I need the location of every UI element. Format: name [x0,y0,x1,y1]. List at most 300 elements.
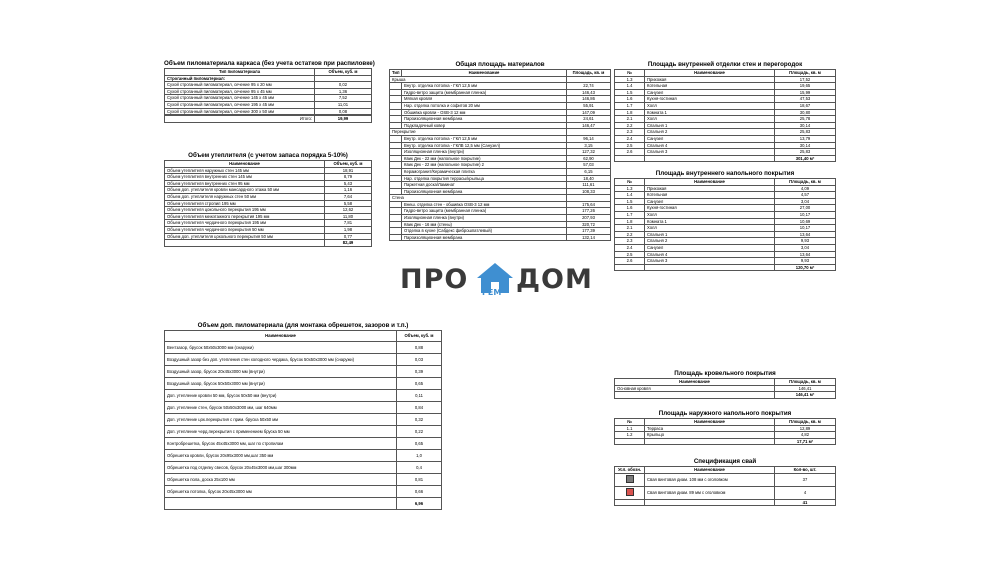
group-row [390,76,611,83]
table-cell: Спальня 2 [645,238,775,245]
outdoor-floor-title: Площадь наружного напольного покрытия [658,410,792,417]
extra-lumber-rows [165,342,442,510]
table-row [390,142,611,149]
table-cell: Отделка в кухне (Сабдекс фиброшпатлевый) [402,228,567,235]
area-title: Общая площадь материалов [455,61,545,68]
table-cell: 7,52 [315,95,372,102]
table-cell: 146,41 [775,385,836,392]
table-cell: Сухой строганный пиломатериал, сечение 300 х 50 мм [165,108,315,115]
table-cell: 37 [775,473,836,486]
empty-cell [390,228,402,235]
table-cell: 62,90 [567,155,611,162]
table-cell: 12,62 [325,207,372,214]
roof-rows [615,385,836,398]
table-row [615,89,836,96]
table-cell: Нар. отделка потолка и софитов 20 мм [402,102,567,109]
table-row [165,174,372,181]
table-row [390,228,611,235]
table-cell: Объем доп. утеплителя цокольного перекрытия 50 мм [165,233,325,240]
table-cell: 10,69 [775,218,836,225]
col-header: Наименование [645,179,775,186]
table-cell: 25,83 [775,149,836,156]
table-cell: Изоляционная пленка (внутри) [402,149,567,156]
table-cell: 0,03 [397,354,442,366]
total-row [165,116,372,123]
empty-cell [390,201,402,208]
extra-lumber-title: Объем доп. пиломатериала (для монтажа обрешеток, зазоров и т.п.) [197,322,409,329]
table-cell: Воздушный зазор без доп. утепления стен холодного чердака, брусок 50х50х3000 мм (снаружи) [165,354,397,366]
table-cell: Внутр. отделка потолка - ГКЛ 12,5 мм [402,83,567,90]
table-cell: 4,82 [775,432,836,439]
table-cell: Холл [645,211,775,218]
table-cell: Вентзазор, брусок 50х50х3000 мм (снаружи) [165,342,397,354]
table-cell: Гидро-ветро защита (мембранная пленка) [402,89,567,96]
table-row [615,251,836,258]
group-row [390,129,611,136]
total-row [165,498,442,510]
table-cell: Спальня 3 [645,149,775,156]
table-cell: Внутр. отделка потолка - ГКЛ 12,5 мм [402,135,567,142]
table-cell: 320,72 [567,221,611,228]
table-row [615,231,836,238]
table-cell: 13,64 [775,251,836,258]
table-cell: Квик Дек - 22 мм (напольное покрытие) [402,155,567,162]
table-row [615,122,836,129]
table-cell: Объем утеплителя внутренних стен 95 мм [165,180,325,187]
table-row [165,108,372,115]
table-cell: 2.4 [615,244,645,251]
empty-cell [390,102,402,109]
table-row [165,426,442,438]
table-cell: Санузел [645,198,775,205]
table-row [390,201,611,208]
roof-title: Площадь кровельного покрытия [674,370,776,377]
empty-cell [615,264,645,271]
col-header: Наименование [645,419,775,426]
table-cell: Обрешетка под отделку свесов, брусок 20х45х3000 мм,шаг 300мм [165,462,397,474]
col-header: Площадь, кв. м [775,179,836,186]
table-cell: 207,93 [567,215,611,222]
table-row [165,486,442,498]
table-cell: 2.1 [615,116,645,123]
table-cell: Прихожая [645,185,775,192]
total-value: 120,70 м² [775,264,836,271]
col-header: № [615,419,645,426]
table-cell: Холл [645,225,775,232]
empty-cell [390,208,402,215]
table-row [165,378,442,390]
table-row [615,135,836,142]
table-cell: Объем утеплителя внутренних стен 145 мм [165,174,325,181]
total-row [615,499,836,506]
table-row [615,109,836,116]
table-row [615,83,836,90]
table-row [615,116,836,123]
table-cell: 2.3 [615,238,645,245]
piles-rows [615,473,836,506]
table-cell: Нар. отделка покрытия террасы/крыльца [402,175,567,182]
col-header: Объем, куб. м [315,69,372,76]
table-cell: 1.5 [615,89,645,96]
empty-cell [390,96,402,103]
table-cell: 22,74 [567,83,611,90]
table-cell: 17,52 [775,76,836,83]
table-cell: 2.6 [615,258,645,265]
table-cell: Объем доп. утеплителя наружных стен 50 мм [165,193,325,200]
table-cell: 3,04 [775,244,836,251]
pile-symbol-cell [615,486,645,499]
table-cell: 0,08 [315,108,372,115]
table-cell: Свая винтовая диам. 108 мм с оголовком [645,473,775,486]
empty-cell [615,438,645,445]
table-cell: Воздушный зазор, брусок 20х45х3000 мм (внутри) [165,366,397,378]
table-cell: 146,86 [567,96,611,103]
table-cell: Сухой строганный пиломатериал, сечение 145 х 45 мм [165,95,315,102]
empty-cell [390,234,402,241]
table-cell: 13,79 [775,135,836,142]
table-row [165,450,442,462]
outdoor-floor-table [614,418,836,445]
table-row [390,215,611,222]
table-cell: 11,01 [315,101,372,108]
table-cell: 11,80 [325,213,372,220]
empty-cell [567,195,611,202]
table-cell: 10,17 [775,225,836,232]
frame-lumber-block [164,60,375,123]
table-cell: 5,43 [325,180,372,187]
table-row [615,225,836,232]
inner-floor-rows [615,185,836,271]
table-cell: 0,32 [397,414,442,426]
col-header: Площадь, кв. м [775,70,836,77]
table-row [165,402,442,414]
table-cell: Котельная [645,83,775,90]
table-row [390,155,611,162]
empty-cell [615,499,645,506]
table-cell: Свая винтовая диам. 89 мм с оголовком [645,486,775,499]
empty-cell [315,75,372,82]
table-row [615,385,836,392]
table-cell: 7,64 [325,193,372,200]
table-row [615,211,836,218]
table-cell: 18,91 [325,167,372,174]
empty-cell [390,83,402,90]
col-header: Тип [390,70,402,77]
table-row [615,486,836,499]
table-row [390,149,611,156]
table-cell: 2.4 [615,135,645,142]
table-cell: Комната 1 [645,218,775,225]
empty-cell [390,109,402,116]
table-cell: 147,09 [567,109,611,116]
table-cell: 0,81 [397,474,442,486]
area-rows [390,76,611,241]
table-cell: 1.4 [615,192,645,199]
logo-text-left: ПРО [400,264,469,295]
table-row [390,234,611,241]
table-cell: Спальня 3 [645,258,775,265]
inner-walls-rows [615,76,836,162]
table-row [390,188,611,195]
total-row [615,264,836,271]
table-cell: Доп. утепление кровли 50 мм, брусок 50х50 мм (внутри) [165,390,397,402]
group-label: Перекрытие [390,129,567,136]
table-cell: Пароизоляционная мембрана [402,188,567,195]
table-cell: 1.1 [615,425,645,432]
col-header: № [615,70,645,77]
table-cell: 0,88 [397,342,442,354]
table-cell: 2.1 [615,225,645,232]
total-value: 41 [775,499,836,506]
table-cell: 146,43 [567,89,611,96]
table-cell: 1.8 [615,109,645,116]
table-cell: Спальня 4 [645,251,775,258]
table-cell: 1.8 [615,218,645,225]
table-cell: 0,11 [397,390,442,402]
col-header: Усл. обозн. [615,467,645,474]
pile-symbol-icon [626,475,634,483]
table-cell: Обрешетка пола, доска 25х100 мм [165,474,397,486]
outdoor-floor-rows [615,425,836,445]
table-cell: Терраса [645,425,775,432]
table-cell: 9,93 [775,258,836,265]
insulation-rows [165,167,372,246]
table-cell: 1.7 [615,211,645,218]
table-row [615,76,836,83]
table-cell: Кухня-гостиная [645,96,775,103]
table-row [615,218,836,225]
table-cell: Спальня 4 [645,142,775,149]
frame-lumber-title: Объем пиломатериала каркаса (без учета остатков при распиловке) [164,60,375,67]
total-label: Итого: [165,116,315,123]
table-cell: 8,79 [325,174,372,181]
table-row [615,258,836,265]
group-row [390,195,611,202]
table-row [165,187,372,194]
table-cell: 6,15 [567,168,611,175]
table-cell: 1,0 [397,450,442,462]
roof-block [614,370,836,399]
col-header: Наименование [615,379,775,386]
empty-cell [645,499,775,506]
empty-cell [390,135,402,142]
pile-symbol-cell [615,473,645,486]
table-cell: Кухня-гостиная [645,205,775,212]
col-header: Наименование [165,331,397,342]
table-cell: Прихожая [645,76,775,83]
total-value: 19,99 [315,116,372,123]
table-row [165,180,372,187]
empty-cell [390,89,402,96]
inner-walls-title: Площадь внутренней отделки стен и перегородок [647,61,803,68]
col-header: Наименование [165,161,325,168]
table-row [390,96,611,103]
piles-title: Спецификация свай [693,458,757,465]
table-cell: Сухой строганный пиломатериал, сечение 95 х 20 мм [165,82,315,89]
table-cell: 96,14 [567,135,611,142]
table-row [390,122,611,129]
section-label: Строганный пиломатериал: [165,75,315,82]
table-cell: Объем утеплителя чердачного перекрытия 195 мм [165,220,325,227]
table-row [165,354,442,366]
empty-cell [390,142,402,149]
table-cell: 2.6 [615,149,645,156]
roof-table [614,378,836,399]
col-header: Наименование [645,70,775,77]
table-row [390,102,611,109]
logo-text-right: ДОМ [516,264,593,295]
inner-floor-title: Площадь внутреннего напольного покрытия [655,170,795,177]
col-header: № [615,179,645,186]
table-cell: 13,64 [775,231,836,238]
table-cell: 1.5 [615,198,645,205]
table-cell: Спальня 1 [645,122,775,129]
table-cell: Санузел [645,89,775,96]
col-header: Кол-во, шт. [775,467,836,474]
table-cell: 55,91 [567,102,611,109]
table-cell: 0,66 [397,486,442,498]
col-header: Площадь, кв. м [775,379,836,386]
table-cell: 18,67 [775,102,836,109]
table-row [390,89,611,96]
table-cell: 1,98 [325,226,372,233]
total-value: 17,71 м² [775,438,836,445]
table-row [165,366,442,378]
table-cell: 47,53 [775,96,836,103]
table-row [390,116,611,123]
table-row [615,96,836,103]
col-header: Объем, куб. м [397,331,442,342]
table-row [615,198,836,205]
table-cell: Комната 1 [645,109,775,116]
frame-lumber-rows [165,75,372,122]
table-cell: 177,26 [567,208,611,215]
col-header: Наименование [645,467,775,474]
empty-cell [390,162,402,169]
table-cell: Обшивка кровли - OSB-3 12 мм [402,109,567,116]
table-cell: Крыльцо [645,432,775,439]
table-cell: 0,22 [397,426,442,438]
total-value: 146,41 м² [775,392,836,399]
company-logo [400,262,596,302]
extra-lumber-block [164,322,442,510]
table-cell: Воздушный зазор, брусок 50х50х3000 мм (внутри) [165,378,397,390]
table-cell: 2.5 [615,142,645,149]
table-cell: Обрешетка кровли, брусок 20х95х3000 мм,шаг 350 мм [165,450,397,462]
empty-cell [390,116,402,123]
table-row [390,168,611,175]
table-cell: 30,80 [775,109,836,116]
total-value: 6,96 [397,498,442,510]
table-cell: 4,09 [775,185,836,192]
table-cell: Паркетная доска/Ламинат [402,182,567,189]
empty-cell [390,182,402,189]
table-cell: Сухой строганный пиломатериал, сечение 195 х 45 мм [165,101,315,108]
table-cell: Санузел [645,135,775,142]
empty-cell [165,240,325,247]
empty-cell [567,76,611,83]
table-cell: Квик Дек - 22 мм (напольное покрытие) 2 [402,162,567,169]
table-cell: 2.3 [615,129,645,136]
insulation-title: Объем утеплителя (с учетом запаса порядка 5-10%) [188,152,348,159]
table-cell: 7,81 [325,220,372,227]
table-cell: 127,32 [567,149,611,156]
col-header: Площадь, кв. м [775,419,836,426]
table-row [165,213,372,220]
total-row [615,438,836,445]
table-row [165,414,442,426]
table-cell: 30,14 [775,142,836,149]
table-cell: 3,15 [567,142,611,149]
table-cell: Контробрешетка, брусок 45х45х3000 мм, шаг по стропилам [165,438,397,450]
frame-lumber-table [164,68,372,123]
table-cell: Сухой строганный пиломатериал, сечение 95 х 45 мм [165,88,315,95]
inner-walls-table [614,69,836,162]
table-cell: Квик Дек - 16 мм (стены) [402,221,567,228]
table-row [390,182,611,189]
table-row [165,390,442,402]
empty-cell [390,188,402,195]
table-cell: 25,78 [775,116,836,123]
table-cell: 18,40 [567,175,611,182]
table-row [165,88,372,95]
table-cell: 1.6 [615,96,645,103]
table-cell: 2.2 [615,231,645,238]
table-cell: 1.7 [615,102,645,109]
outdoor-floor-block [614,410,836,445]
insulation-block [164,152,372,247]
logo-subtext: РЕМ [482,288,502,297]
table-cell: 4,57 [775,192,836,199]
table-row [615,149,836,156]
pile-symbol-icon [626,488,634,496]
table-cell: Внеш. отделка стен - обшивка OSB-3 12 мм [402,201,567,208]
table-row [165,342,442,354]
empty-cell [390,122,402,129]
table-cell: Гидро-ветро защита (мембранная пленка) [402,208,567,215]
table-cell: 0,02 [315,82,372,89]
table-cell: Санузел [645,244,775,251]
table-cell: 57,03 [567,162,611,169]
table-cell: Доп. утепление черд.перекрытия с применением бруска 50 мм [165,426,397,438]
table-row [615,432,836,439]
table-cell: 1,36 [315,88,372,95]
table-row [615,129,836,136]
table-row [165,200,372,207]
empty-cell [165,498,397,510]
table-row [165,220,372,227]
piles-table [614,466,836,506]
table-cell: Пароизоляционная мембрана [402,234,567,241]
table-cell: Объем утеплителя чердачного перекрытия 50 мм [165,226,325,233]
inner-floor-table [614,178,836,271]
piles-block [614,458,836,506]
table-cell: Изоляционная пленка (внутри) [402,215,567,222]
group-label: Стена [390,195,567,202]
table-cell: Обрешетка потолка, брусок 20х45х3000 мм [165,486,397,498]
table-row [165,226,372,233]
table-cell: Холл [645,102,775,109]
table-cell: Спальня 1 [645,231,775,238]
insulation-table [164,160,372,247]
empty-cell [567,129,611,136]
table-cell: Объем утеплителя цокольного перекрытия 195 мм [165,207,325,214]
table-cell: 1,16 [325,187,372,194]
table-cell: Доп. утепление стен, брусок 50х50х3000 мм, шаг 640мм [165,402,397,414]
table-cell: 177,39 [567,228,611,235]
table-cell: Доп. утепление цок.перекрытия с прим. бруска 50х50 мм [165,414,397,426]
table-row [615,192,836,199]
